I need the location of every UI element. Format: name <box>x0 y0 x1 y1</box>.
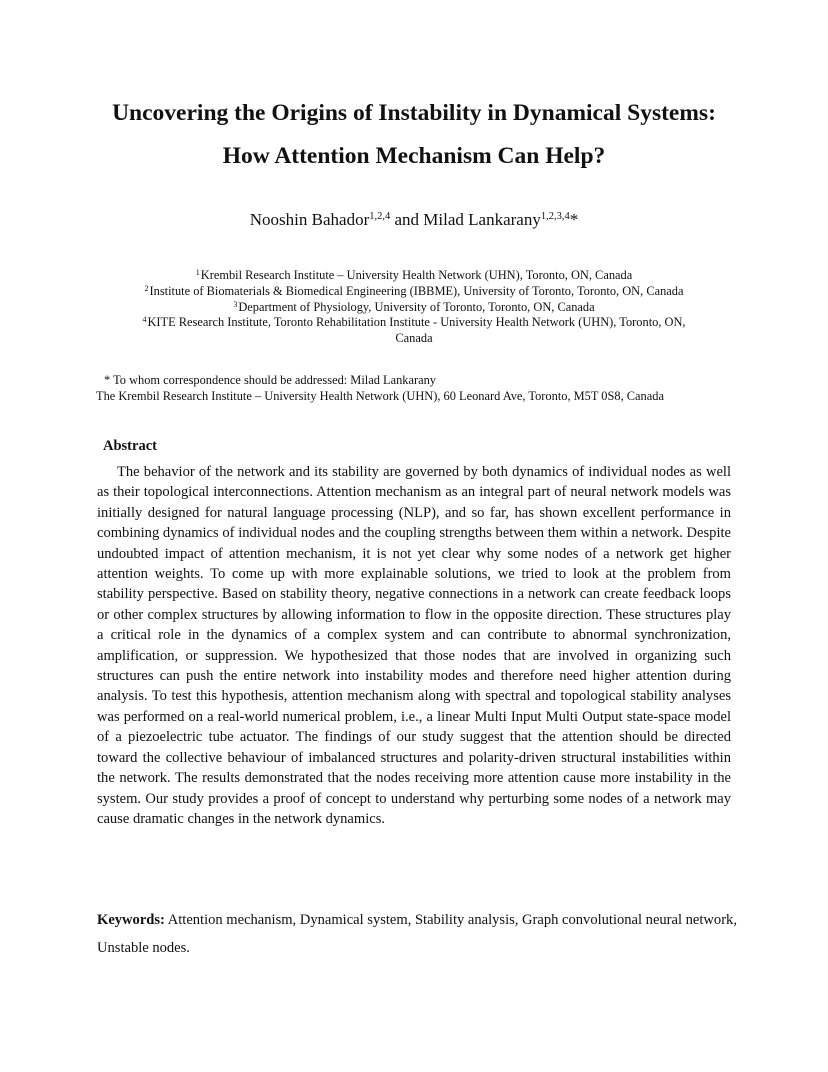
author-list <box>60 208 768 232</box>
author-separator: and <box>390 210 424 229</box>
paper-title-line-2: How Attention Mechanism Can Help? <box>222 143 606 169</box>
correspondence-address: The Krembil Research Institute – University Health Network (UHN), 60 Leonard Ave, Toronto, M5T 0S8, Canada <box>96 389 664 403</box>
affiliation-number: 1 <box>195 268 200 277</box>
abstract-heading: Abstract <box>103 438 157 454</box>
affiliation-text: Krembil Research Institute – University Health Network (UHN), Toronto, ON, Canada <box>200 268 633 282</box>
correspondence-note <box>96 372 756 404</box>
abstract-text: The behavior of the network and its stability are governed by both dynamics of individual nodes as well as their topological interconnections. Attention mechanism as an integral part of neural network models was initially designed for natural language processing (NLP), and so far, has shown excellent performance in combining dynamics of individual nodes and the coupling strengths between them within a network. Despite undoubted impact of attention mechanism, it is not yet clear why some nodes of a network get higher attention weights. To come up with more explainable solutions, we tried to look at the problem from stability perspective. Based on stability theory, negative connections in a network can create feedback loops or other complex structures by allowing information to flow in the opposite direction. These structures play a critical role in the dynamics of a complex system and can contribute to abnormal synchronization, amplification, or suppression. We hypothesized that those nodes that are involved in organizing such structures can push the entire network into instability modes and therefore need higher attention during analysis. To test this hypothesis, attention mechanism along with spectral and topological stability analyses was performed on a real-world numerical problem, i.e., a linear Multi Input Multi Output state-space model of a piezoelectric tube actuator. The findings of our study suggest that the attention should be directed toward the collective behaviour of imbalanced structures and polarity-driven structural instabilities within the network. The results demonstrated that the nodes receiving more attention cause more instability in the system. Our study provides a proof of concept to understand why perturbing some nodes of a network may cause dramatic changes in the network dynamics. <box>97 464 731 827</box>
keywords-label: Keywords: <box>97 912 165 928</box>
keywords-text: Attention mechanism, Dynamical system, Stability analysis, Graph convolutional neural network, Unstable nodes. <box>97 912 737 956</box>
author-name: Nooshin Bahador <box>249 210 370 229</box>
affiliation-number: 3 <box>233 299 238 309</box>
affiliation-line <box>70 268 758 284</box>
author-affiliation-marks: 1,2,3,4 <box>540 211 570 222</box>
keywords-section <box>97 906 737 962</box>
affiliation-text: Canada <box>395 331 433 346</box>
affiliation-line <box>70 315 758 331</box>
author-name: Milad Lankarany <box>423 210 541 229</box>
affiliation-list <box>70 268 758 347</box>
affiliation-number: 2 <box>144 283 149 293</box>
corresponding-author-mark: * <box>569 210 579 229</box>
affiliation-text: Department of Physiology, University of Toronto, Toronto, ON, Canada <box>238 299 595 314</box>
affiliation-line <box>70 284 758 300</box>
affiliation-number: 4 <box>142 315 147 325</box>
affiliation-line <box>70 331 758 347</box>
affiliation-line <box>70 300 758 316</box>
correspondence-line: * To whom correspondence should be addressed: Milad Lankarany <box>104 373 436 387</box>
paper-title-line-1: Uncovering the Origins of Instability in Dynamical Systems: <box>112 100 716 126</box>
author-affiliation-marks: 1,2,4 <box>369 211 391 222</box>
affiliation-text: KITE Research Institute, Toronto Rehabilitation Institute - University Health Network (UHN), Toronto, ON, <box>147 315 686 330</box>
affiliation-text: Institute of Biomaterials & Biomedical Engineering (IBBME), University of Toronto, Toronto, ON, Canada <box>149 283 684 298</box>
